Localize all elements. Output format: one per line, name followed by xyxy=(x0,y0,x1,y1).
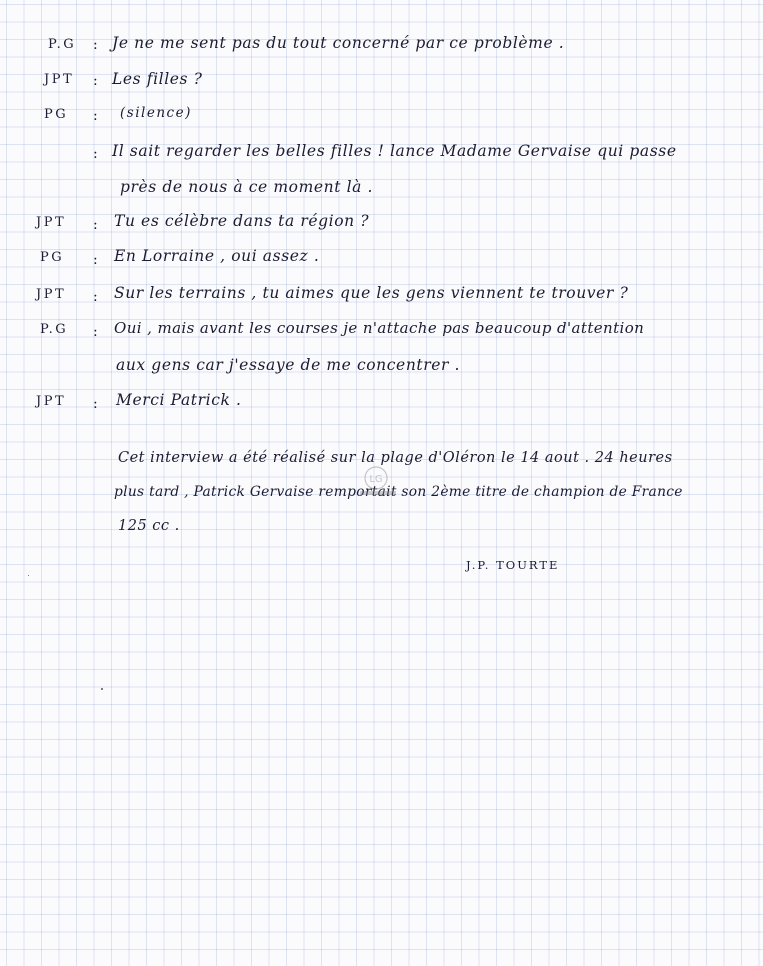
dialogue-line: Sur les terrains , tu aimes que les gens viennent te trouver ? xyxy=(114,284,629,302)
dialogue-line: Merci Patrick . xyxy=(116,391,242,409)
signature: J.P. TOURTE xyxy=(466,558,560,572)
paper-speck xyxy=(101,688,103,690)
dialogue-line: Les filles ? xyxy=(112,70,203,88)
dialogue-line: Il sait regarder les belles filles ! lance Madame Gervaise qui passe xyxy=(112,142,677,160)
colon-separator: : xyxy=(93,396,98,412)
speaker-label: JPT xyxy=(44,72,75,87)
closing-note-line: Cet interview a été réalisé sur la plage d'Oléron le 14 aout . 24 heures xyxy=(118,450,673,466)
colon-separator: : xyxy=(93,289,98,305)
speaker-label: P.G xyxy=(48,37,77,52)
closing-note-line: 125 cc . xyxy=(118,518,180,534)
dialogue-line: En Lorraine , oui assez . xyxy=(114,247,320,265)
colon-separator: : xyxy=(93,324,98,340)
speaker-label: JPT xyxy=(36,215,67,230)
dialogue-line: aux gens car j'essaye de me concentrer . xyxy=(116,356,461,374)
colon-separator: : xyxy=(93,146,98,162)
svg-text:LG: LG xyxy=(369,474,383,485)
colon-separator: : xyxy=(93,217,98,233)
closing-note-line: plus tard , Patrick Gervaise remportait son 2ème titre de champion de France xyxy=(114,484,683,500)
speaker-label: PG xyxy=(40,250,65,265)
colon-separator: : xyxy=(93,73,98,89)
dialogue-line: Oui , mais avant les courses je n'attache pas beaucoup d'attention xyxy=(114,319,645,337)
paper-speck xyxy=(28,575,29,576)
colon-separator: : xyxy=(93,37,98,53)
speaker-label: P.G xyxy=(40,322,69,337)
colon-separator: : xyxy=(93,108,98,124)
archive-stamp-icon xyxy=(356,464,404,500)
speaker-label: JPT xyxy=(36,394,67,409)
speaker-label: PG xyxy=(44,107,69,122)
speaker-label: JPT xyxy=(36,287,67,302)
dialogue-line: Tu es célèbre dans ta région ? xyxy=(114,212,370,230)
colon-separator: : xyxy=(93,252,98,268)
dialogue-line: Je ne me sent pas du tout concerné par ce problème . xyxy=(112,34,565,52)
dialogue-line: près de nous à ce moment là . xyxy=(120,178,374,196)
dialogue-line: (silence) xyxy=(120,105,192,121)
